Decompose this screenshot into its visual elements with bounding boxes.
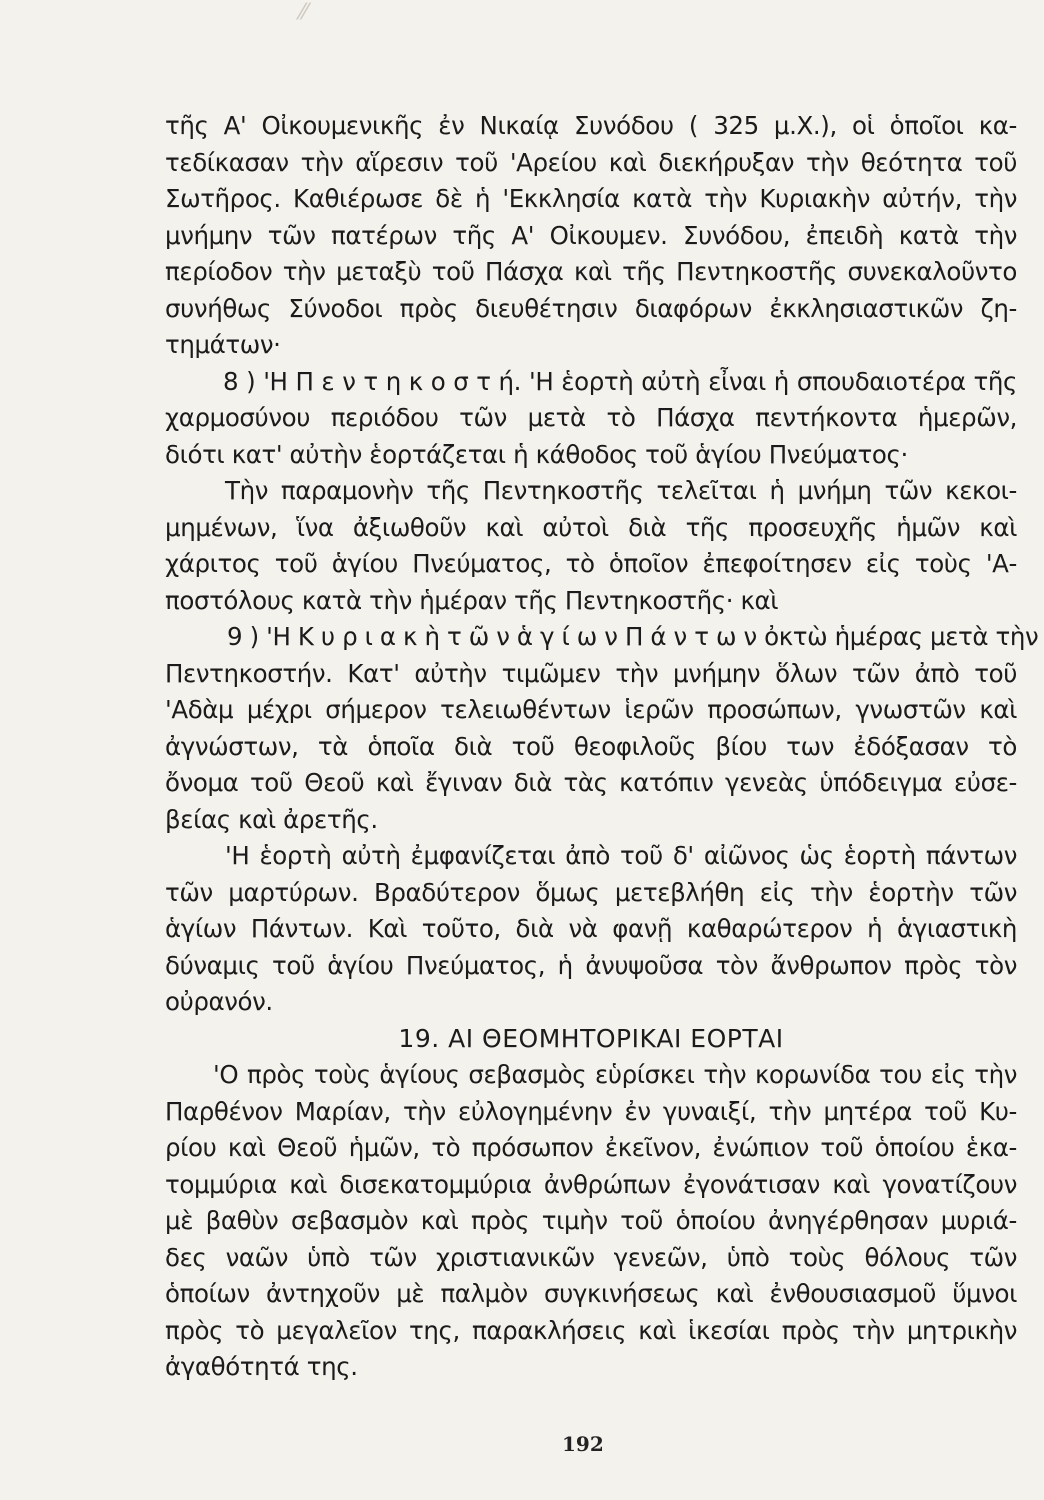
text-line: οὐρανόν.	[165, 987, 273, 1016]
text-line: τεδίκασαν τὴν αἵρεσιν τοῦ 'Αρείου καὶ διεκήρυξαν τὴν θεότητα τοῦ	[165, 147, 1017, 177]
section-8-heading-line: 8 ) 'Η Π ε ν τ η κ ο σ τ ή. 'Η ἑορτὴ αὐτὴ εἶναι ἡ σπουδαιοτέρα τῆς	[223, 366, 1017, 396]
text-line: δες ναῶν ὑπὸ τῶν χριστιανικῶν γενεῶν, ὑπὸ τοὺς θόλους τῶν	[165, 1242, 1017, 1272]
text-line: ἁγίων Πάντων. Καὶ τοῦτο, διὰ νὰ φανῇ καθαρώτερον ἡ ἁγιαστικὴ	[165, 914, 1017, 943]
text-line: διότι κατ' αὐτὴν ἑορτάζεται ἡ κάθοδος τοῦ ἁγίου Πνεύματος·	[165, 439, 908, 469]
text-line: χάριτος τοῦ ἁγίου Πνεύματος, τὸ ὁποῖον ἐπεφοίτησεν εἰς τοὺς 'Α-	[165, 549, 1017, 578]
text-line: ποστόλους κατὰ τὴν ἡμέραν τῆς Πεντηκοστῆς· καὶ	[165, 585, 779, 615]
text-line: πρὸς τὸ μεγαλεῖον της, παρακλήσεις καὶ ἱκεσίαι πρὸς τὴν μητρικὴν	[165, 1315, 1017, 1345]
paragraph-start-line: 'Ο πρὸς τοὺς ἁγίους σεβασμὸς εὑρίσκει τὴν κορωνίδα του εἰς τὴν	[213, 1060, 1017, 1089]
text-line: τομμύρια καὶ δισεκατομμύρια ἀνθρώπων ἐγονάτισαν καὶ γονατίζουν	[165, 1169, 1017, 1199]
text-line: Πεντηκοστήν. Κατ' αὐτὴν τιμῶμεν τὴν μνήμην ὅλων τῶν ἀπὸ τοῦ	[165, 658, 1017, 688]
text-line: μὲ βαθὺν σεβασμὸν καὶ πρὸς τιμὴν τοῦ ὁποίου ἀνηγέρθησαν μυριά-	[165, 1206, 1017, 1235]
body-text	[165, 108, 1039, 1386]
text-line: συνήθως Σύνοδοι πρὸς διευθέτησιν διαφόρων ἐκκλησιαστικῶν ζη-	[165, 293, 1017, 323]
text-line: τημάτων·	[165, 330, 281, 359]
section-9-heading-line: 9 ) 'Η Κ υ ρ ι α κ ὴ τ ῶ ν ἁ γ ί ω ν Π ά ν τ ω ν ὀκτὼ ἡμέρας μετὰ τὴν	[227, 622, 1039, 651]
text-line: μημένων, ἵνα ἀξιωθοῦν καὶ αὐτοὶ διὰ τῆς προσευχῆς ἡμῶν καὶ	[165, 512, 1017, 542]
text-line: Παρθένον Μαρίαν, τὴν εὐλογημένην ἐν γυναιξί, τὴν μητέρα τοῦ Κυ-	[165, 1096, 1017, 1126]
text-line: χαρμοσύνου περιόδου τῶν μετὰ τὸ Πάσχα πεντήκοντα ἡμερῶν,	[165, 403, 1017, 432]
text-line: μνήμην τῶν πατέρων τῆς Α' Οἰκουμεν. Συνόδου, ἐπειδὴ κατὰ τὴν	[165, 220, 1017, 250]
paragraph-start-line: 'Η ἑορτὴ αὐτὴ ἐμφανίζεται ἀπὸ τοῦ δ' αἰῶνος ὡς ἑορτὴ πάντων	[225, 841, 1017, 870]
text-line: βείας καὶ ἀρετῆς.	[165, 804, 378, 834]
text-line: ἀγνώστων, τὰ ὁποῖα διὰ τοῦ θεοφιλοῦς βίου των ἐδόξασαν τὸ	[165, 731, 1017, 761]
text-line: τῶν μαρτύρων. Βραδύτερον ὅμως μετεβλήθη εἰς τὴν ἑορτὴν τῶν	[165, 877, 1017, 907]
section-heading: 19. ΑΙ ΘΕΟΜΗΤΟΡΙΚΑΙ ΕΟΡΤΑΙ	[398, 1023, 784, 1053]
text-line: ὁποίων ἀντηχοῦν μὲ παλμὸν συγκινήσεως καὶ ἐνθουσιασμοῦ ὕμνοι	[165, 1279, 1017, 1308]
paragraph-start-line: Τὴν παραμονὴν τῆς Πεντηκοστῆς τελεῖται ἡ μνήμη τῶν κεκοι-	[225, 476, 1017, 505]
text-line: περίοδον τὴν μεταξὺ τοῦ Πάσχα καὶ τῆς Πεντηκοστῆς συνεκαλοῦντο	[165, 257, 1017, 286]
text-line: ὄνομα τοῦ Θεοῦ καὶ ἔγιναν διὰ τὰς κατόπιν γενεὰς ὑπόδειγμα εὐσε-	[165, 768, 1017, 797]
text-line: τῆς Α' Οἰκουμενικῆς ἐν Νικαίᾳ Συνόδου ( 325 μ.Χ.), οἱ ὁποῖοι κα-	[165, 111, 1017, 140]
page-number: 192	[562, 1432, 604, 1456]
text-line: ἀγαθότητά της.	[165, 1352, 358, 1381]
text-line: 'Αδὰμ μέχρι σήμερον τελειωθέντων ἱερῶν προσώπων, γνωστῶν καὶ	[165, 695, 1017, 724]
text-line: ρίου καὶ Θεοῦ ἡμῶν, τὸ πρόσωπον ἐκεῖνον, ἐνώπιον τοῦ ὁποίου ἑκα-	[165, 1133, 1017, 1162]
text-line: Σωτῆρος. Καθιέρωσε δὲ ἡ 'Εκκλησία κατὰ τὴν Κυριακὴν αὐτήν, τὴν	[165, 184, 1017, 213]
scan-artifact-mark: ⁄⁄	[300, 0, 308, 25]
text-line: δύναμις τοῦ ἁγίου Πνεύματος, ἡ ἀνυψοῦσα τὸν ἄνθρωπον πρὸς τὸν	[165, 950, 1017, 980]
